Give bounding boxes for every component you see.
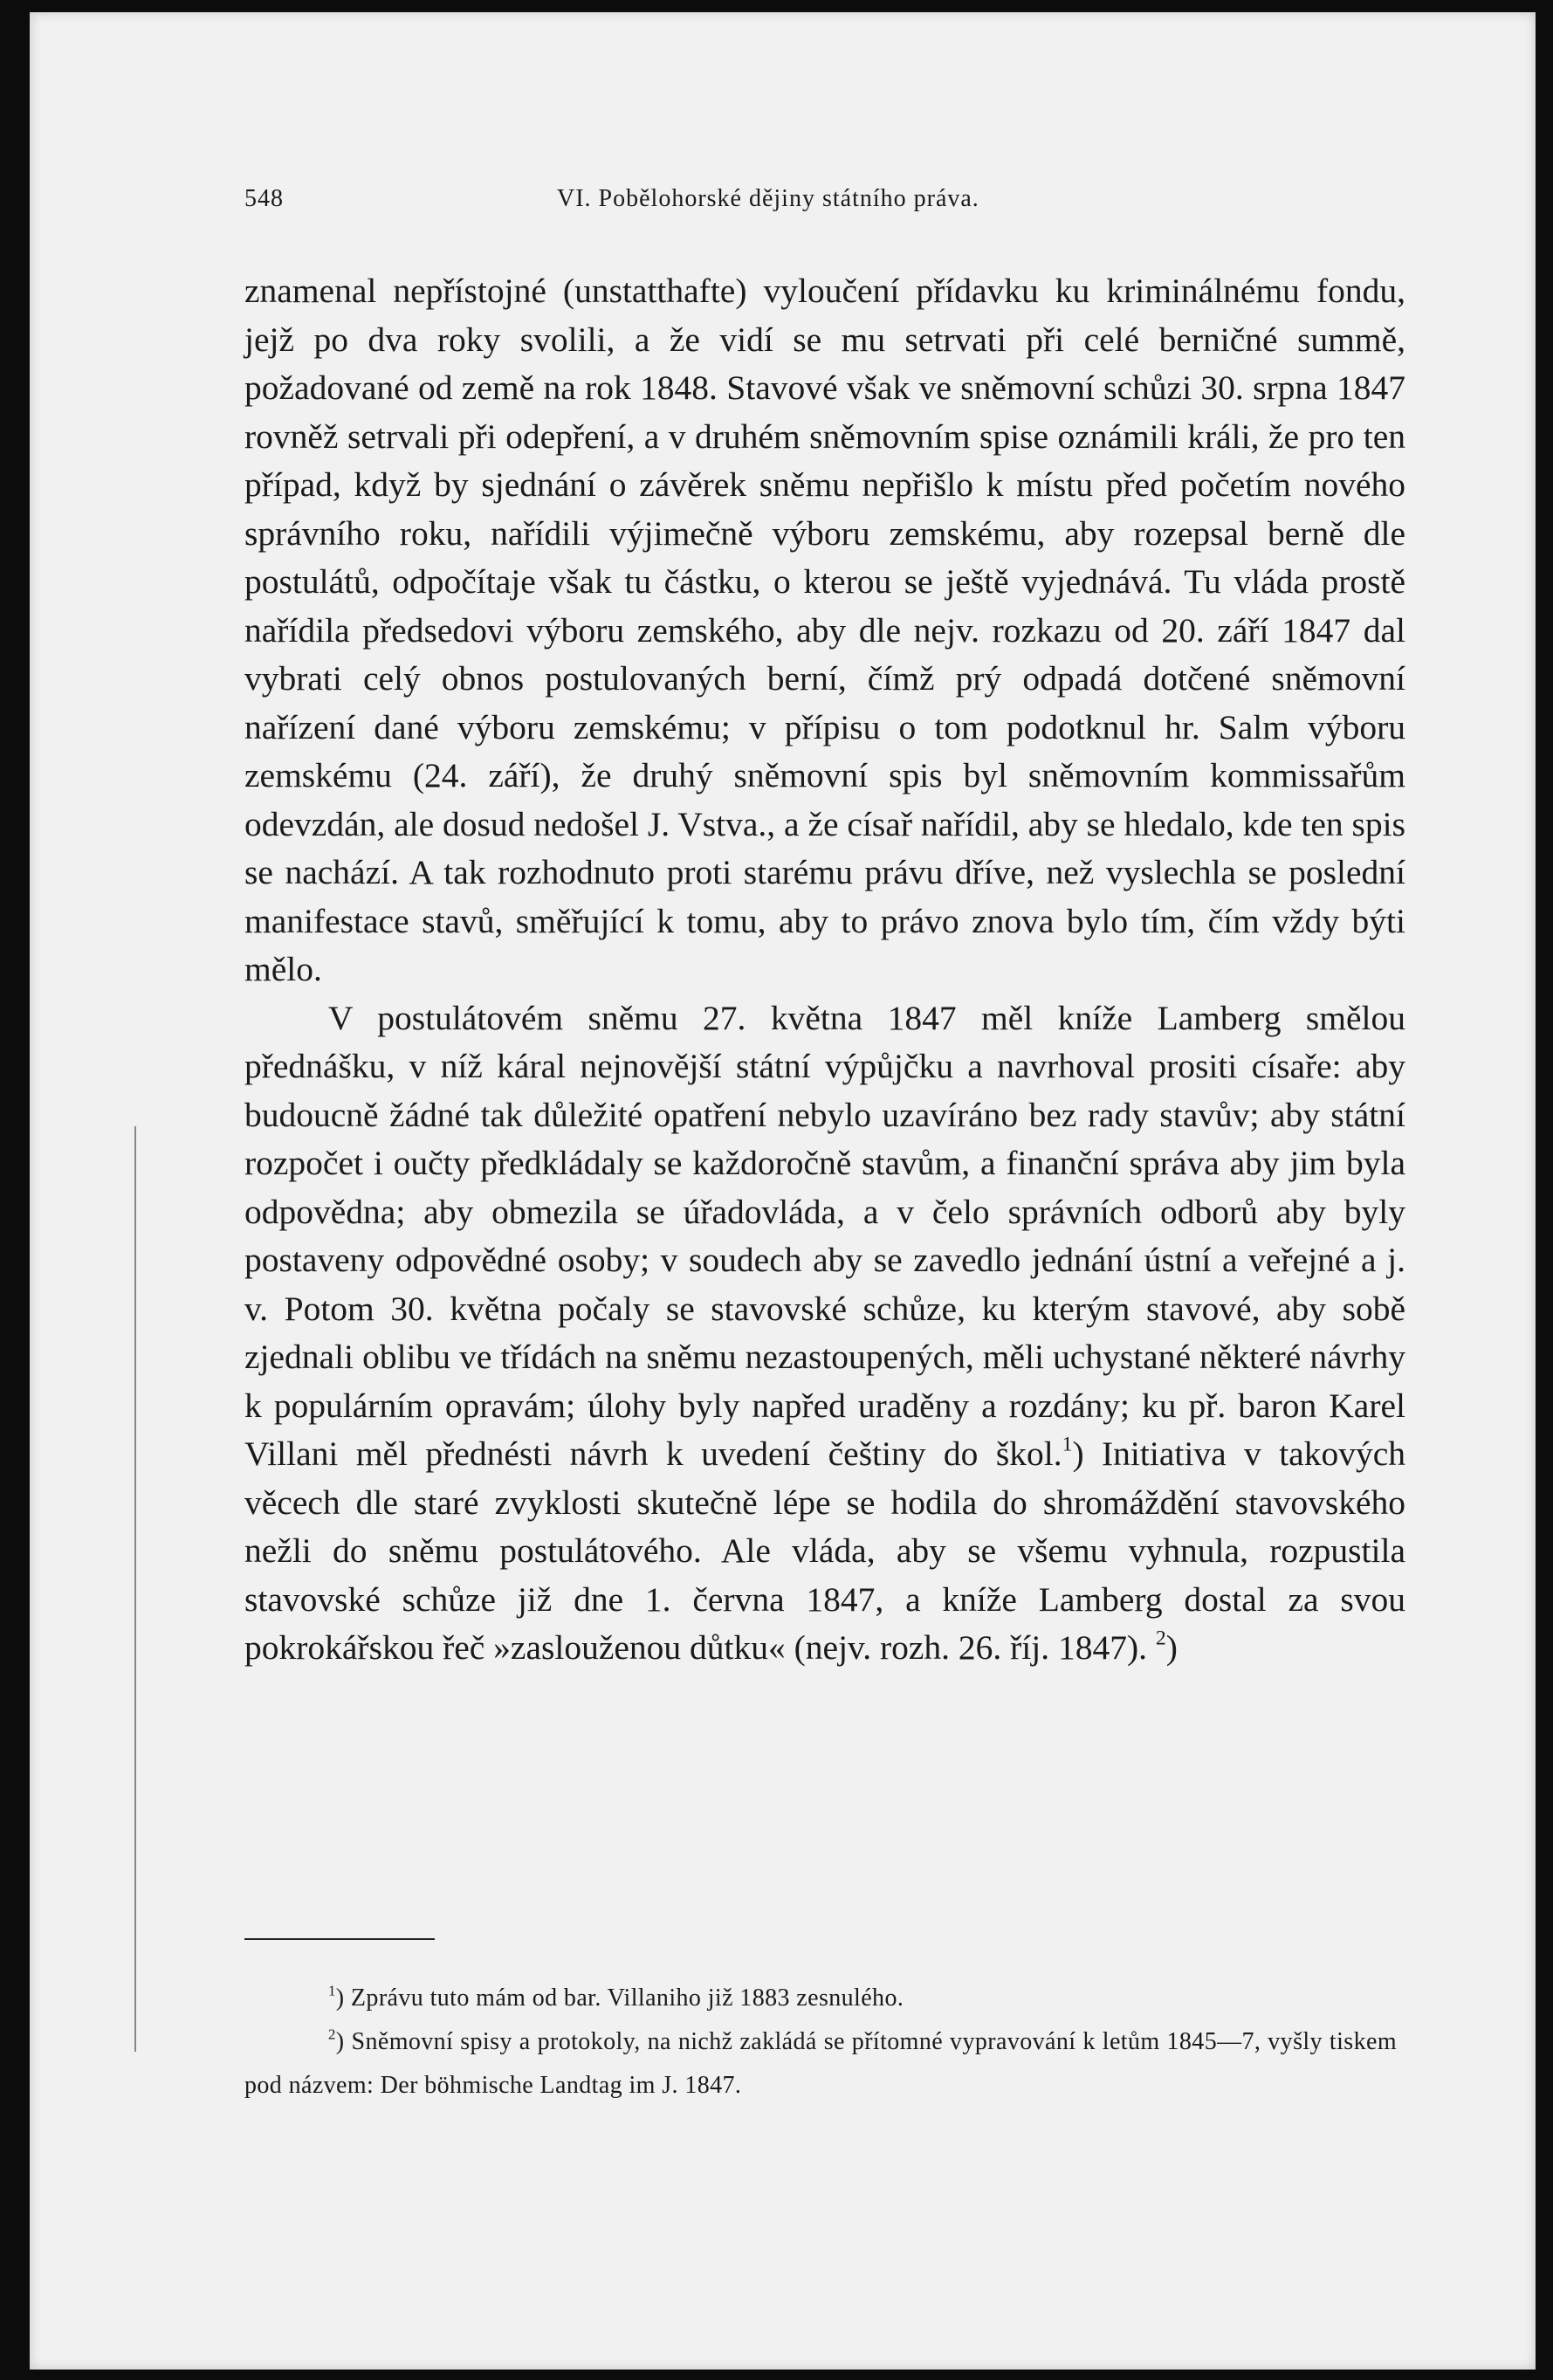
paragraph-1: znamenal nepřístojné (unstatthafte) vyloučení přídavku ku kriminálnému fondu, jejž po dva roky svolili, a že vidí se mu setrvati při celé berničné summě, požadované od země na rok 1848. Stavové však ve sněmovní schůzi 30. srpna 1847 rovněž setrvali při odepření, a v druhém sněmovním spise oznámili králi, že pro ten případ, když by sjednání o závěrek sněmu nepřišlo k místu před početím nového správního roku, nařídili výjimečně výboru zemskému, aby rozepsal berně dle postulátů, odpočítaje však tu částku, o kterou se ještě vyjednává. Tu vláda prostě nařídila předsedovi výboru zemského, aby dle nejv. rozkazu od 20. září 1847 dal vybrati celý obnos postulovaných berní, čímž prý odpadá dotčené sněmovní nařízení dané výboru zemskému; v přípisu o tom podotknul hr. Salm výboru zemskému (24. září), že druhý sněmovní spis byl sněmovním kommissařům odevzdán, ale dosud nedošel J. Vstva., a že císař nařídil, aby se hledalo, kde ten spis se nachází. A tak rozhodnuto proti starému právu dříve, než vyslechla se poslední manifestace stavů, směřující k tomu, aby to právo znova bylo tím, čím vždy býti mělo.: [244, 272, 1405, 988]
footnote-1: [244, 1977, 1397, 2020]
footnote-separator: [244, 1938, 435, 1940]
page-number: 548: [244, 185, 284, 212]
running-header: [244, 185, 1405, 220]
footnote-ref-2: 2: [1155, 1627, 1166, 1650]
footnote-1-marker: 1: [328, 1982, 336, 1999]
footnote-2-marker: 2: [328, 2026, 336, 2043]
paragraph-2-text-c: ): [1165, 1628, 1178, 1667]
footnotes: [244, 1977, 1397, 2108]
margin-pencil-mark: [134, 1126, 155, 2052]
running-title: VI. Pobělohorské dějiny státního práva.: [557, 185, 979, 212]
paragraph-2: [244, 994, 1405, 1673]
footnote-2: [244, 2020, 1397, 2108]
footnote-ref-1: 1: [1062, 1433, 1073, 1456]
paragraph-2-text-a: V postulátovém sněmu 27. května 1847 měl kníže Lamberg smělou přednášku, v níž káral nejnovější státní výpůjčku a navrhoval prositi císaře: aby budoucně žádné tak důležité opatření nebylo uzavíráno bez rady stavův; aby státní rozpočet i oučty předkládaly se každoročně stavům, a finanční správa aby jim byla odpovědna; aby obmezila se úřadovláda, a v čelo správních odborů aby byly postaveny odpovědné osoby; v soudech aby se zavedlo jednání ústní a veřejné a j. v. Potom 30. května počaly se stavovské schůze, ku kterým stavové, aby sobě zjednali oblibu ve třídách na sněmu nezastoupených, měli uchystané některé návrhy k populárním opravám; úlohy byly napřed uraděny a rozdány; ku př. baron Karel Villani měl přednésti návrh k uvedení češtiny do škol.: [244, 998, 1405, 1473]
paragraph-2-text-b: ) Initiativa v takových věcech dle staré zvyklosti skutečně lépe se hodila do shromáždění stavovského nežli do sněmu postulátového. Ale vláda, aby se všemu vyhnula, rozpustila stavovské schůze již dne 1. června 1847, a kníže Lamberg dostal za svou pokrokářskou řeč »zaslouženou důtku« (nejv. rozh. 26. říj. 1847).: [244, 1434, 1405, 1667]
footnote-2-text: ) Sněmovní spisy a protokoly, na nichž zakládá se přítomné vypravování k letům 1845—7, vyšly tiskem pod názvem: Der böhmische Landtag im J. 1847.: [244, 2028, 1397, 2099]
main-text: [244, 267, 1405, 1673]
footnote-1-text: ) Zprávu tuto mám od bar. Villaniho již 1883 zesnulého.: [335, 1984, 904, 2012]
